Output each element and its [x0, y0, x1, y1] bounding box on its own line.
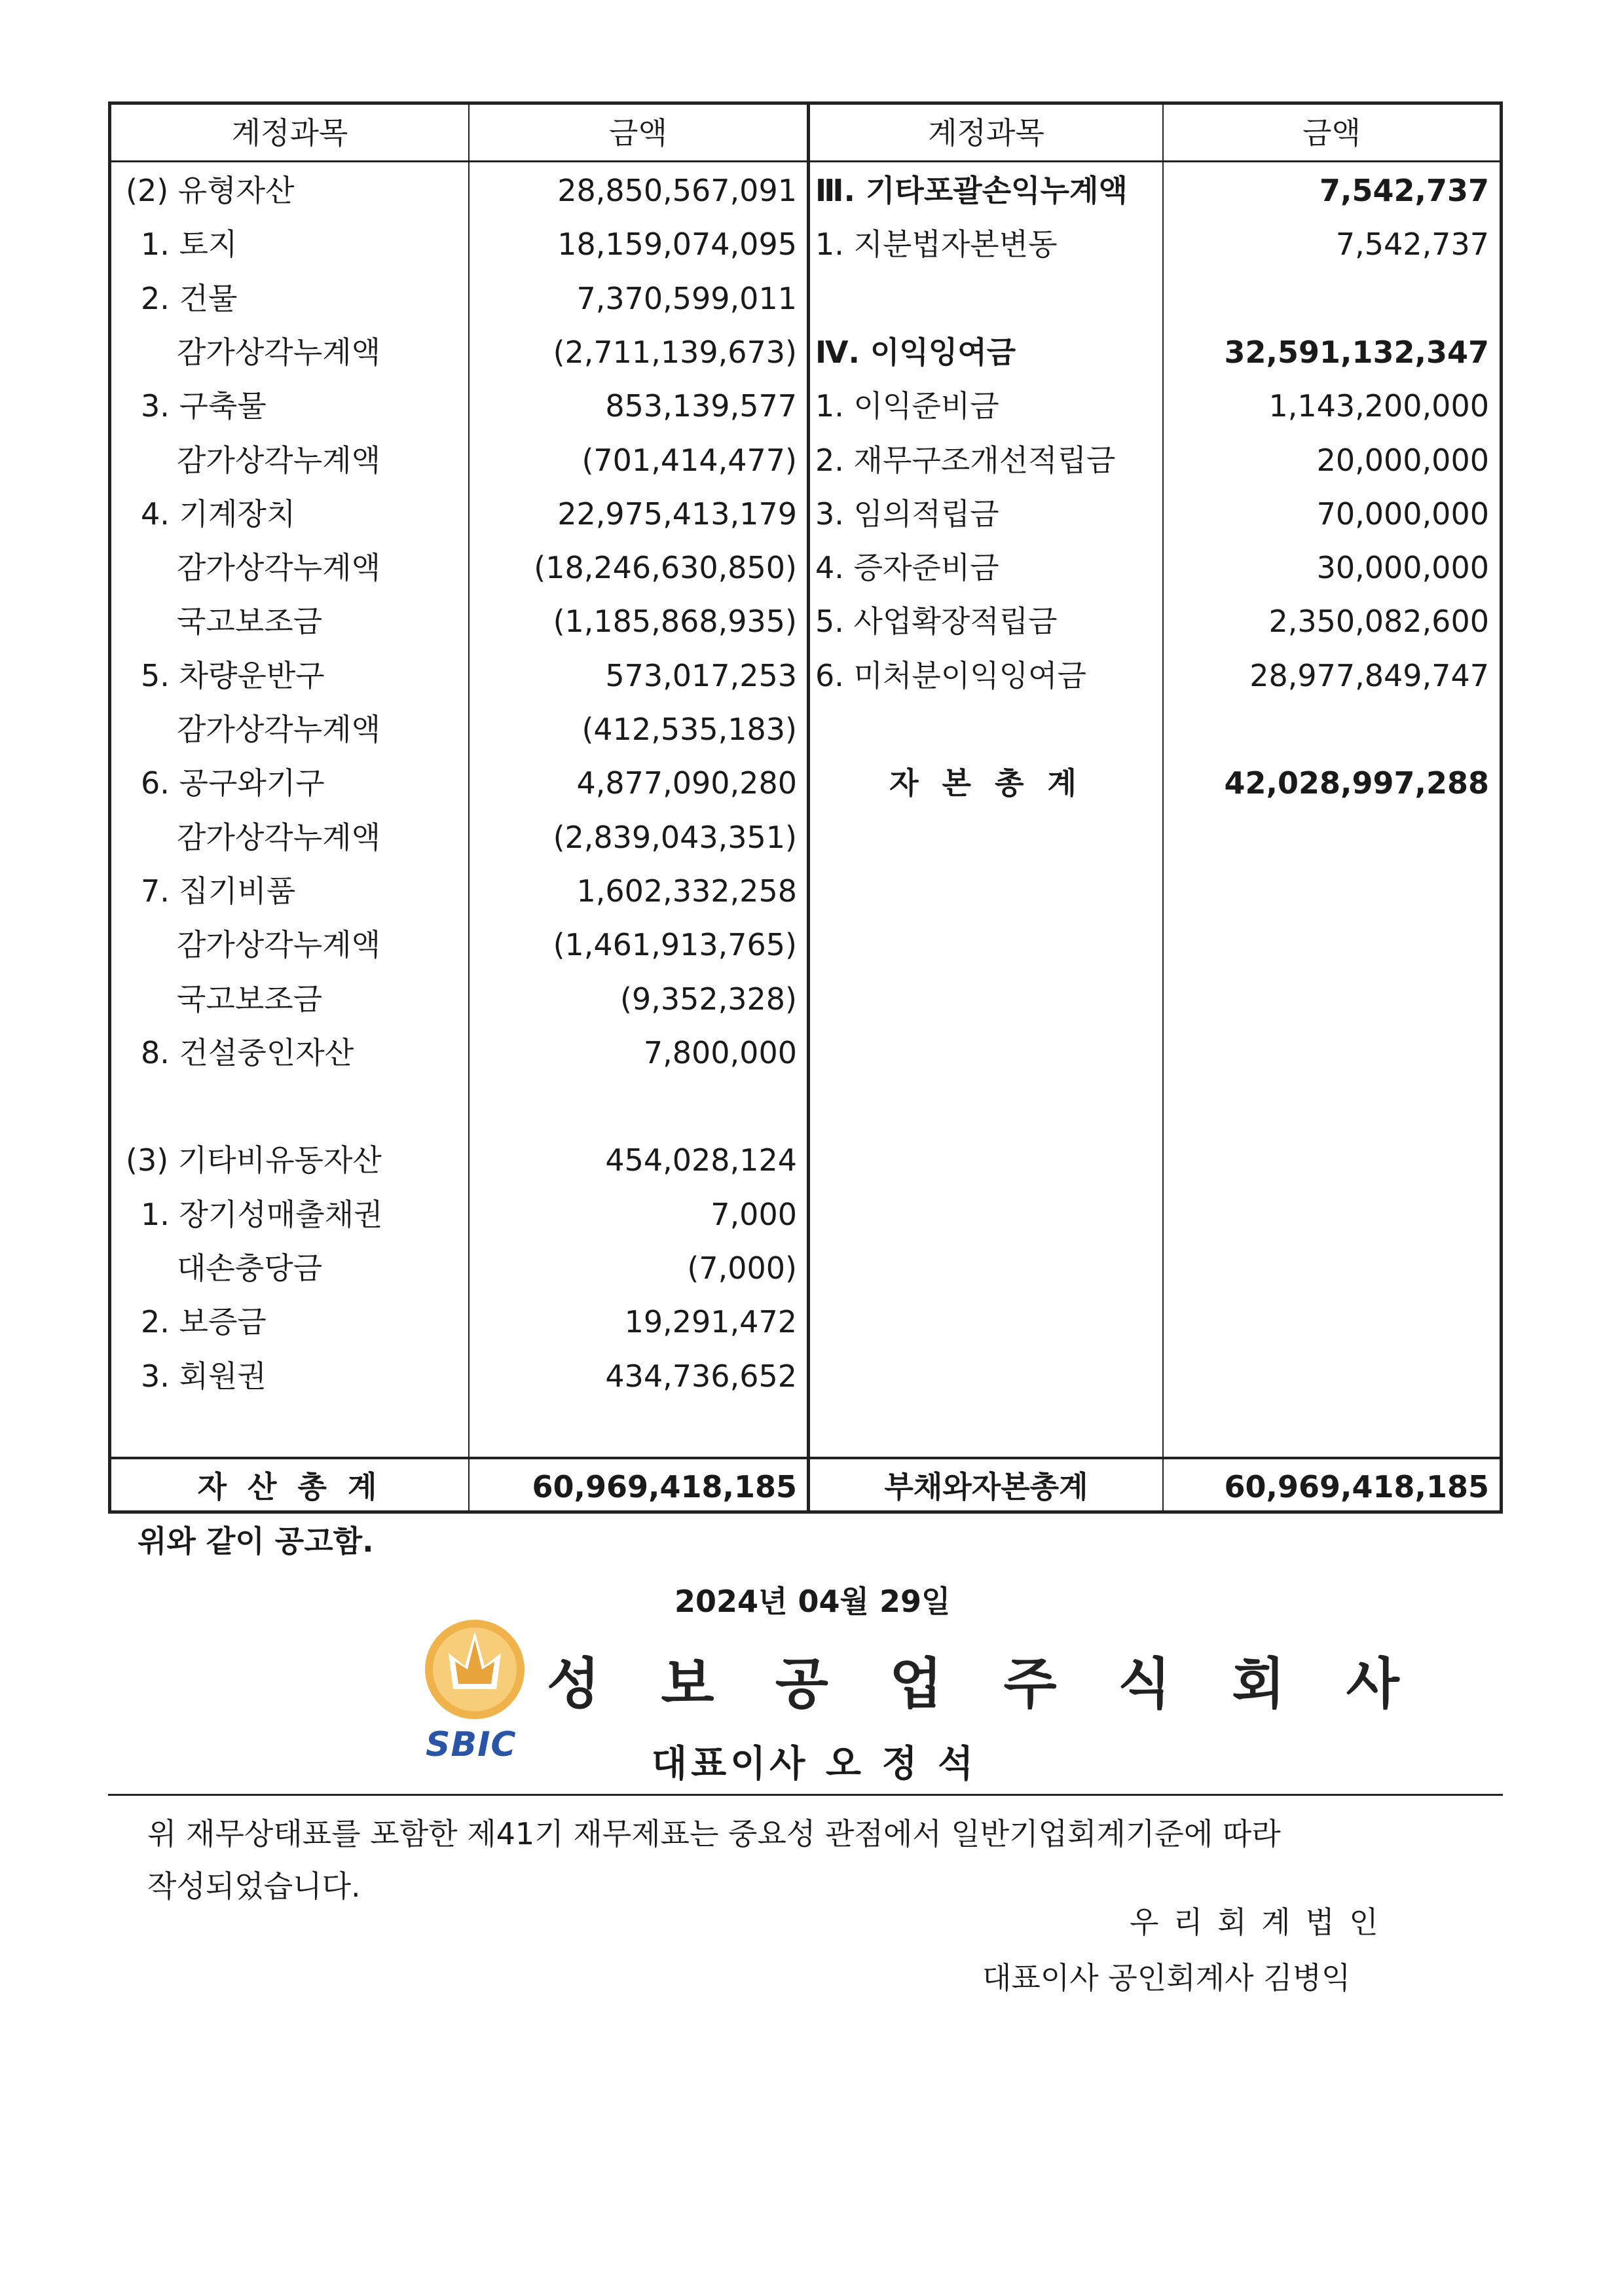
- audit-statement-line1: 위 재무상태표를 포함한 제41기 재무제표는 중요성 관점에서 일반기업회계기준에 따라: [147, 1816, 1281, 1851]
- left-amount: (18,246,630,850): [534, 550, 797, 586]
- company-name: 성 보 공 업 주 식 회 사: [547, 1652, 1420, 1716]
- total-divider: [111, 1457, 1500, 1459]
- left-account-label: 7. 집기비품: [141, 873, 296, 909]
- left-account-label: 4. 기계장치: [141, 496, 296, 532]
- date-text: 2024년 04월 29일: [674, 1584, 951, 1619]
- left-amount: (2,711,139,673): [553, 334, 797, 370]
- left-account-label: 8. 건설중인자산: [141, 1034, 354, 1070]
- left-amount: 1,602,332,258: [576, 873, 797, 909]
- header-account-left: 계정과목: [231, 115, 348, 151]
- right-amount: 7,542,737: [1335, 227, 1489, 263]
- left-account-label: (3) 기타비유동자산: [126, 1142, 382, 1178]
- header-amount-left: 금액: [609, 115, 667, 151]
- right-amount: 2,350,082,600: [1268, 604, 1489, 640]
- left-amount: 22,975,413,179: [557, 496, 797, 532]
- logo-text: SBIC: [426, 1725, 517, 1764]
- right-amount: 28,977,849,747: [1249, 657, 1489, 693]
- left-amount: 434,736,652: [605, 1358, 797, 1394]
- left-amount: 19,291,472: [624, 1304, 797, 1340]
- right-account-label: 자 본 총 계: [889, 765, 1083, 801]
- left-amount: 28,850,567,091: [557, 173, 797, 208]
- left-account-label: 5. 차량운반구: [141, 657, 325, 693]
- header-amount-right: 금액: [1302, 115, 1361, 151]
- right-account-label: Ⅳ. 이익잉여금: [815, 334, 1016, 370]
- left-account-label: 감가상각누계액: [177, 550, 381, 586]
- left-amount: 7,000: [710, 1196, 797, 1232]
- total-liabilities-equity-label: 부채와자본총계: [884, 1469, 1088, 1504]
- left-account-label: 감가상각누계액: [177, 819, 381, 855]
- right-amount: 30,000,000: [1316, 550, 1489, 586]
- auditor-firm: 우 리 회 계 법 인: [1130, 1904, 1381, 1940]
- total-assets-amount: 60,969,418,185: [532, 1469, 797, 1504]
- header-divider: [111, 160, 1500, 162]
- left-account-label: 3. 회원권: [141, 1358, 267, 1394]
- left-amount: (701,414,477): [581, 442, 797, 478]
- notice-text: 위와 같이 공고함.: [138, 1523, 374, 1559]
- left-amount: 454,028,124: [605, 1142, 797, 1178]
- right-account-label: 1. 이익준비금: [815, 388, 999, 424]
- left-account-label: 1. 토지: [141, 227, 238, 263]
- left-amount: (1,461,913,765): [553, 927, 797, 963]
- header-account-right: 계정과목: [928, 115, 1044, 151]
- auditor-signer: 대표이사 공인회계사 김병익: [982, 1960, 1351, 1995]
- right-amount: 32,591,132,347: [1224, 334, 1489, 370]
- left-amount: 18,159,074,095: [557, 227, 797, 263]
- representative: 대표이사 오 정 석: [652, 1743, 978, 1785]
- section-divider: [108, 1794, 1503, 1796]
- left-amount: 7,370,599,011: [576, 280, 797, 316]
- left-account-label: 2. 보증금: [141, 1304, 267, 1340]
- left-account-label: (2) 유형자산: [126, 173, 295, 208]
- right-amount: 42,028,997,288: [1224, 765, 1489, 801]
- balance-sheet-table: [108, 101, 1503, 1514]
- right-amount: 20,000,000: [1316, 442, 1489, 478]
- company-logo: [419, 1617, 530, 1771]
- left-account-label: 대손충당금: [177, 1250, 323, 1286]
- left-amount: 853,139,577: [605, 388, 797, 424]
- left-amount: 4,877,090,280: [576, 765, 797, 801]
- right-amount: [1164, 702, 1489, 756]
- right-account-label: 1. 지분법자본변동: [815, 227, 1058, 263]
- left-amount: (412,535,183): [581, 712, 797, 747]
- left-account-label: 감가상각누계액: [177, 927, 381, 963]
- left-amount: (9,352,328): [619, 981, 797, 1017]
- left-account-label: 국고보조금: [177, 981, 323, 1017]
- left-amount: [470, 1080, 797, 1133]
- left-account-label: 2. 건물: [141, 280, 238, 316]
- left-amount: (7,000): [687, 1250, 797, 1286]
- right-account-label: Ⅲ. 기타포괄손익누계액: [815, 173, 1128, 208]
- total-assets-label: 자 산 총 계: [197, 1469, 382, 1504]
- right-account-label: 6. 미처분이익잉여금: [815, 657, 1086, 693]
- right-amount: 1,143,200,000: [1268, 388, 1489, 424]
- left-account-label: 감가상각누계액: [177, 442, 381, 478]
- right-account-label: 4. 증자준비금: [815, 550, 999, 586]
- left-account-label: 1. 장기성매출채권: [141, 1196, 383, 1232]
- left-account-label: 3. 구축물: [141, 388, 267, 424]
- right-amount: [1164, 272, 1489, 325]
- left-account-label: 감가상각누계액: [177, 712, 381, 747]
- left-amount: (1,185,868,935): [553, 604, 797, 640]
- right-account-label: 2. 재무구조개선적립금: [815, 442, 1116, 478]
- left-amount: 573,017,253: [605, 657, 797, 693]
- right-amount: 7,542,737: [1320, 173, 1489, 208]
- left-account-label: 감가상각누계액: [177, 334, 381, 370]
- left-account-label: 6. 공구와기구: [141, 765, 325, 801]
- total-liabilities-equity-amount: 60,969,418,185: [1224, 1469, 1489, 1504]
- left-amount: (2,839,043,351): [553, 819, 797, 855]
- right-account-label: 5. 사업확장적립금: [815, 604, 1058, 640]
- left-account-label: 국고보조금: [177, 604, 323, 640]
- right-account-label: 3. 임의적립금: [815, 496, 999, 532]
- right-amount: 70,000,000: [1316, 496, 1489, 532]
- left-amount: 7,800,000: [643, 1034, 797, 1070]
- audit-statement-line2: 작성되었습니다.: [147, 1868, 361, 1904]
